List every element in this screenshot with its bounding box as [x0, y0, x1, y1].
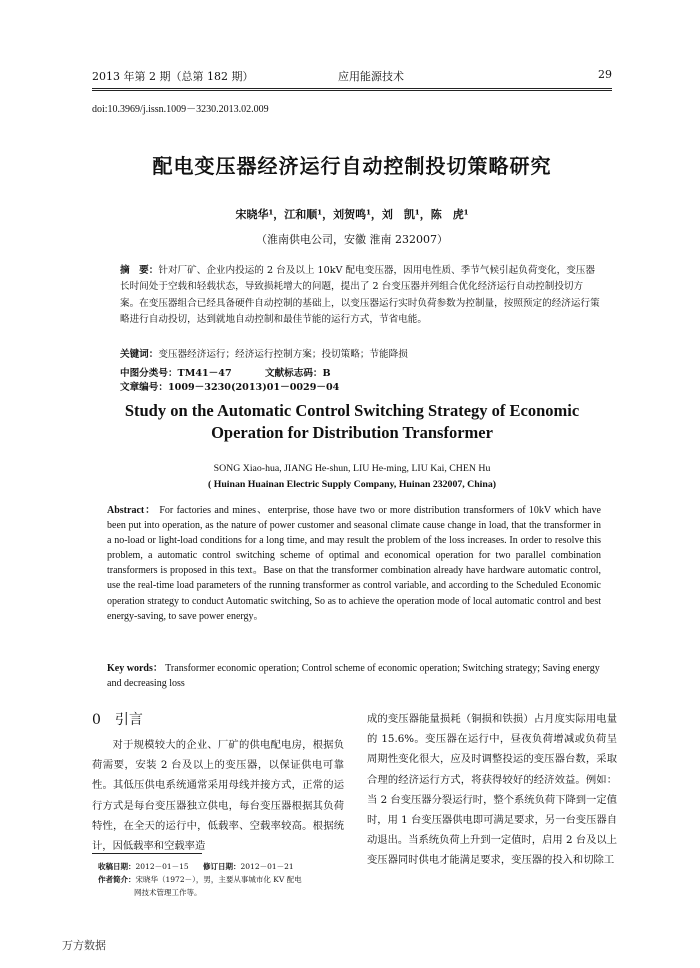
title-chinese: 配电变压器经济运行自动控制投切策略研究 — [152, 154, 552, 178]
keywords-english-text: Transformer economic operation; Control scheme of economic operation; Switching strategy; Saving energy and decreasing loss — [107, 663, 600, 690]
received-label: 收稿日期： — [98, 862, 136, 871]
keywords-chinese — [120, 346, 600, 360]
footnote-rule — [92, 853, 202, 854]
affiliation-english: ( Huinan Huainan Electric Supply Company, Huinan 232007, China) — [208, 479, 496, 490]
title-english: Study on the Automatic Control Switching Strategy of Economic Operation for Distribution Transformer — [124, 401, 580, 442]
article-number: 文章编号：1009－3230(2013)01－0029－04 — [120, 382, 340, 393]
author-bio-text: 宋晓华（1972－），男，主要从事城市化 KV 配电 — [135, 875, 302, 884]
journal-issue: 2013 年第 2 期（总第 182 期） — [92, 70, 254, 83]
clc-number: 中图分类号：TM41－47 — [120, 368, 232, 379]
abstract-chinese — [120, 263, 600, 328]
watermark: 万方数据 — [62, 939, 106, 952]
keywords-chinese-label: 关键词： — [120, 349, 159, 360]
classification-line — [120, 365, 600, 393]
journal-name: 应用能源技术 — [338, 70, 404, 83]
keywords-english-label: Key words： — [107, 663, 163, 674]
running-header — [92, 68, 612, 86]
revised-label: 修订日期： — [203, 862, 241, 871]
doi: doi:10.3969/j.issn.1009－3230.2013.02.009 — [92, 104, 269, 115]
body-left-column: 对于规模较大的企业、厂矿的供电配电房，根据负荷需要，安装 2 台及以上的变压器，以保证供电可靠性。其低压供电系统通常采用母线并接方式，正常的运行方式是每台变压器独立供电，每台变压器根据其负荷特性，在全天的运行中，低载率、空载率较高。根据统计，因低载率和空载率造 — [92, 739, 344, 853]
page-number: 29 — [598, 68, 612, 81]
header-rule — [92, 88, 612, 89]
keywords-english — [107, 661, 601, 691]
header-rule-2 — [92, 90, 612, 91]
revised-date: 2012－01－21 — [240, 862, 294, 871]
affiliation-chinese: （淮南供电公司，安徽 淮南 232007） — [256, 233, 448, 246]
author-bio-text-2: 网技术管理工作等。 — [134, 888, 202, 897]
received-date: 2012－01－15 — [135, 862, 189, 871]
footnote — [98, 860, 348, 899]
authors-english: SONG Xiao-hua, JIANG He-shun, LIU He-ming, LIU Kai, CHEN Hu — [213, 463, 491, 474]
keywords-chinese-text: 变压器经济运行；经济运行控制方案；投切策略；节能降损 — [158, 349, 408, 360]
document-code: 文献标志码：B — [264, 368, 331, 379]
abstract-english-text: For factories and mines、enterprise, those have two or more distribution transformers of 10kV which have been put into operation, as the nature of power customer and seasonal climate cause change in load, that the transformer in a no-load or light-load conditions for a long time, and may result the problem of the loss increases. In order to resolve this problem, a automatic control switching scheme of optimal and economical operation for two parallel combination transformers is proposed in this text。Base on that the transformer combination already have hardware automatic control, use the real-time load parameters of the running transformer as control variable, and according to the Scheduled Economic operation strategy to conduct Automatic switching, So as to achieve the operation mode of local automatic control and best energy-saving, to save power energy。 — [107, 505, 601, 622]
body-right-column: 成的变压器能量损耗（铜损和铁损）占月度实际用电量的 15.6%。变压器在运行中，昼夜负荷增减或负荷呈周期性变化很大，应及时调整投运的变压器台数，采取合理的经济运行方式，将获得较好的经济效益。例如：当 2 台变压器分裂运行时，整个系统负荷下降到一定值时，用 1 台变压器供电即可满足要求，另一台变压器自动退出。当系统负荷上升到一定值时，启用 2 台及以上变压器同时供电才能满足要求，变压器的投入和切除工 — [367, 713, 617, 867]
author-bio-label: 作者简介： — [98, 875, 136, 884]
authors-chinese: 宋晓华¹，江和顺¹，刘贺鸣¹，刘 凯¹，陈 虎¹ — [235, 208, 469, 221]
section-heading: 0 引言 — [92, 712, 143, 728]
abstract-english — [107, 503, 601, 624]
abstract-chinese-text: 针对厂矿、企业内投运的 2 台及以上 10kV 配电变压器，因用电性质、季节气候引起负荷变化，变压器长时间处于空载和轻载状态，导致损耗增大的问题，提出了 2 台变压器并列组合优化经济运行自动控制投切方案。在变压器组合已经具备硬件自动控制的基础上，以变压器运行实时负荷参数为控制量，按照预定的经济运行策略进行自动投切，达到就地自动控制和最佳节能的运行方式，节省电能。 — [120, 265, 600, 325]
abstract-chinese-label: 摘 要： — [120, 265, 159, 276]
abstract-english-label: Abstract： — [107, 505, 156, 516]
